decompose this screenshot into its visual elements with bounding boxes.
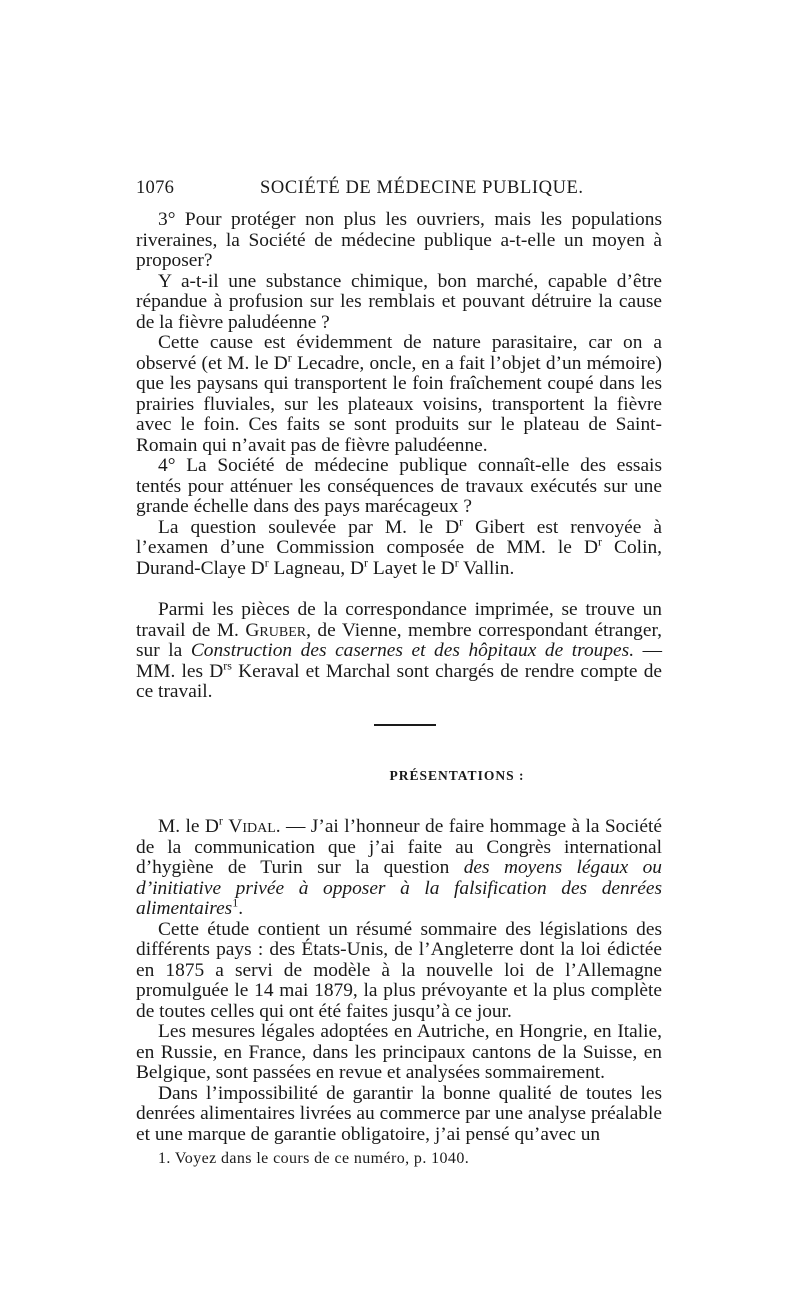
paragraph-correspondence: Parmi les pièces de la correspondance imprimée, se trouve un travail de M. Gruber, de Vienne, membre correspondant étranger, sur la Construction des casernes et des hôpitaux de troupes. — MM. les $D^{rs}$ Keraval et Marchal sont chargés de rendre compte de ce travail. — [136, 599, 663, 702]
text-body — [136, 210, 662, 1168]
paragraph-mesures: Les mesures légales adoptées en Autriche, en Hongrie, en Italie, en Russie, en France, dans les principaux cantons de la Suisse, en Belgique, sont passées en revue et analysées sommairement. — [136, 1021, 662, 1083]
paragraph-vidal: M. le $D^r$ Vidal. — J’ai l’honneur de faire hommage à la Société de la communication que j’ai faite au Congrès international d’hygiène de Turin sur la question des moyens légaux ou d’initiative privée à opposer à la falsification des denrées alimentaires$^1$. — [136, 813, 663, 919]
paragraph-commission: La question soulevée par M. le $D^r$ Gibert est renvoyée à l’examen d’une Commission composée de MM. le $D^r$ Colin, Durand-Claye $D^r$ Lagneau, $D^r$ Layet le $D^r$ Vallin. — [136, 514, 662, 579]
page-number: 1076 — [136, 178, 175, 198]
paragraph-substance: Y a-t-il une substance chimique, bon marché, capable d’être répandue à profusion sur les remblais et pouvant détruire la cause de la fièvre paludéenne ? — [136, 270, 662, 333]
paragraph-parasitic-cause: Cette cause est évidemment de nature parasitaire, car on a observé (et M. le $D^r$ Lecadre, oncle, en a fait l’objet d’un mémoire) que les paysans qui transportent le foin fraîchement coupé dans les prairies fluviales, sur les plateaux voisins, transportent la fièvre avec le foin. Ces faits se sont produits sur le plateau de Saint-Romain qui n’avait pas de fièvre paludéenne. — [136, 332, 662, 456]
paragraph-question-3: 3° Pour protéger non plus les ouvriers, mais les populations riveraines, la Société de médecine publique a-t-elle un moyen à proposer? — [136, 209, 662, 271]
paragraph-impossibilite: Dans l’impossibilité de garantir la bonne qualité de toutes les denrées alimentaires livrées au commerce par une analyse préalable et une marque de garantie obligatoire, j’ai pensé qu’avec un — [136, 1082, 662, 1145]
running-header — [136, 178, 661, 202]
running-title: SOCIÉTÉ DE MÉDECINE PUBLIQUE. — [260, 178, 584, 198]
italic-question: des moyens légaux ou d’initiative privée à opposer à la falsification des denrées alimentaires — [136, 857, 663, 919]
paragraph-etude: Cette étude contient un résumé sommaire des législations des différents pays : des États-Unis, de l’Angleterre dont la loi édictée en 1875 a servi de modèle à la nouvelle loi de l’Allemagne promulguée le 14 mai 1879, la plus prévoyante et la plus complète de toutes celles qui ont été faites jusqu’à ce jour. — [136, 918, 662, 1022]
italic-title: Construction des casernes et des hôpitaux de troupes. — [190, 640, 635, 661]
section-divider — [374, 724, 436, 726]
footnote-reference: 1 — [232, 895, 239, 910]
paragraph-question-4: 4° La Société de médecine publique connaît-elle des essais tentés pour atténuer les conséquences de travaux exécutés sur une grande échelle dans des pays marécageux ? — [136, 455, 662, 517]
footnote: 1. Voyez dans le cours de ce numéro, p. 1040. — [158, 1150, 470, 1167]
author-name-gruber: Gruber — [245, 619, 307, 641]
author-name-vidal: Vidal — [228, 816, 276, 837]
section-heading: PRÉSENTATIONS : — [389, 767, 525, 783]
